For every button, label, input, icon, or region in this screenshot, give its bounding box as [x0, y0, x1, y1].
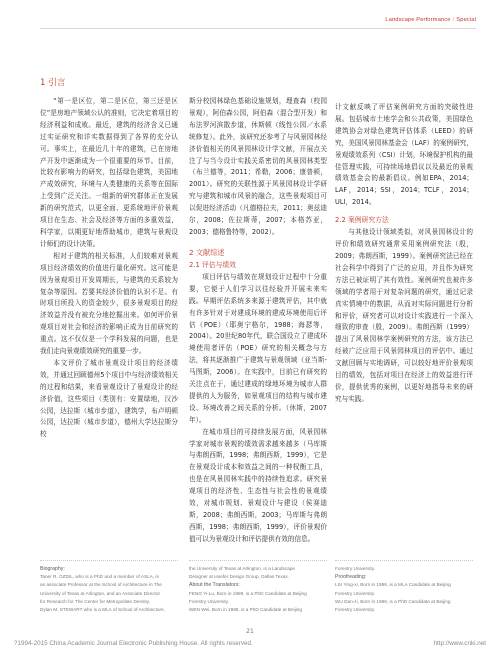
column-2 [189, 96, 327, 546]
bio-line: FENG Yi-Lu, Born in 1989, is a PhD Candidate at Beijing [189, 590, 307, 596]
paragraph: “第一是区位，第二是区位，第三还是区位”是房地产领域公认的准则，它决定着项目的经济利益和成败。最近，建筑的经济含义已通过实证研究和详实数据得到了各界的充分认可。事实上，在最近几十年的建筑，已在房地产开发中逐渐成为一个很重要的环节。目前，比较有影响力的研究，包括绿色建筑，美国地产成效研究，环境与人类健康的关系等在国际上受到广泛关注。一组新的研究群体正在发展新的研究范式，以更全面、更系统地评价景观项目在生态、社会及经济等方面的多重效益，科学家，以期更好地帮助城市，建筑与景观设计师们的设计决策。 [40, 97, 178, 248]
bio-divider [40, 560, 178, 561]
bio-line: Forestry University. [335, 590, 376, 596]
copyright-notice: ?1994-2015 China Academic Journal Electronic Publishing House. All rights reserved. [14, 640, 253, 647]
bio-line: WEN Wei, Born in 1988, is a PhD Candidate at Beijing [189, 607, 302, 613]
bio-line: Forestry University. [335, 607, 376, 613]
bio-line: Designer at Hoefer Design Group, Dallas Texas. [189, 574, 289, 580]
bio-line: LIU Ying-xi, Born in 1988, is a MLA Candidate at Beijing [335, 582, 451, 588]
paragraph: 斯分校园林绿色基础设施规划，理查森（校园景观），阿伯森公园，阿伯森（混合型开发）和布法罗河滨散步道，休斯顿（线性公园／水系统修复）。此外，该研究还参考了与风景园林经济价值相关的风景园林设计学文献，开展点关注了与当今设计实践关系密切的风景园林类型（布兰德等，2011；希勒，2006；康普顿，2001）。研究的关联性源于风景园林设计学研究与建筑和城市风景的融合，这些景观项目可以促进经济活动（凡德格拉夫，2011；奥兹迪尔，2008；佐拉斯蒂，2007；本格苏亚，2003；德格鲁特等，2002）。 [189, 97, 327, 236]
copyright-footer [14, 640, 486, 647]
bio-line: University of Texas at Arlington, and an Associate Director [40, 590, 161, 596]
journal-name: Landscape Performance [385, 17, 451, 23]
bio-divider [335, 560, 473, 561]
bio-line: WU Dan-zi, Born in 1988, is a PhD Candidate at Beijing [335, 598, 451, 604]
header-separator: / [452, 17, 455, 23]
header-rule [40, 28, 476, 29]
column-1 [40, 96, 178, 441]
bio-line: Forestry University. [189, 598, 230, 604]
paragraph: 项目评估与绩效在规划设计过程中十分重要，它便于人们学习以往经验并开展未来实践。早期评估系统多来源于建筑评估，其中就有许多针对于对建成环境的建成环境使用后评估（POE）（耶奥宁格尔，1988；海瑟等，2004）。20世纪80年代，联合国设立了建成环境使用者评估（POE）研究的相关概念与方法，将其逐渐推广于建筑与景观领域（亚当斯-马图斯，2006）。在实践中，目前已有研究的关注点在于，通过建成的绿地环境为城市人群提供的人为服务，如景观项目的结构与城市建设、环境改善之间关系的分析。（休斯，2007年）。 [189, 272, 327, 424]
bio-line: Dylan M. STEWART who is a MLA of School of Architecture, [40, 607, 165, 613]
bio-line: Taner R. OZDIL, who is a PhD and a member of ASLA, is [40, 574, 159, 580]
subsection-2-2-heading: 2.2 案例研究方法 [335, 216, 389, 225]
column-3 [335, 102, 473, 406]
bio-line: Forestry University. [335, 566, 376, 571]
paragraph: 本文评价了城市景观设计项目的经济绩效，并通过回顾德州5个项目中与经济绩效相关的过程和结果，来看景观设计了景观设计的经济价值，这些项目（类别有：安置绿地，汉沙公园，达拉斯（城市步道），建筑学，布卢明顿公园，达拉斯（城市步道），德州大学达拉斯分校 [40, 358, 178, 439]
section-2-heading: 2 文献综述 [189, 247, 225, 257]
translators-title: About the Translators: [189, 582, 240, 589]
paragraph: 计文献反映了评估案例研究方面的突破性进展。包括城市土地学会和公共政策，美国绿色建筑协会对绿色建筑评估体系（LEED）的研究，美国风景园林基金会（LAF）的案例研究，景观绩效系列（CSI）计划，环境保护机构的最佳管理实践，可持续场地倡议以及最近的景观绩效基金会的最新倡议。例如EPA，2014；LAF，2014；SSI，2014；TCLF，2014；ULI，2014。 [335, 103, 473, 207]
proofreading-info [335, 565, 475, 614]
section-1-heading: 1 引言 [40, 78, 66, 88]
proofreading-title: Proofreading: [335, 574, 367, 581]
bio-line: for Research for The Center for Metropolitan Density. [40, 598, 151, 604]
bio-line: the University of Texas at Arlington, is a Landscape [189, 566, 295, 571]
paragraph: 相对于建筑的相关标准，人们较难对景观项目经济绩效的价值进行量化研究。这可能是因为景观项目开发周期长，与建筑的关系较为复杂等原因。若要其经济价值的认识不足。有时项目所投入的资金较少，很多景观项目的经济效益并没有被充分地挖掘出来。如何评价景观项目对社会和经济的影响正成为目前研究的重点。这不仅仅是一个学科发展的问题，也是我们走向景观绩效研究的重要一步。 [40, 251, 178, 356]
section-name: Special [456, 17, 476, 23]
page-number: 21 [246, 628, 254, 635]
paragraph: 与其他设计领域类似，对风景园林设计的评价和绩效研究通常采用案例研究法（殷，2009；弗朗西斯，1999）。案例研究法已经在社会科学中得到了广泛的应用，并且作为研究方法已被证明了其有效性。案例研究也被许多领域的学者用于对复杂问题的研究，通过记录真实情境中的数据，从而对实际问题进行分析和评价，研究者可以对设计实践进行一个深入细致的审查（殷，2009）。弗朗西斯（1999）提出了风景园林学案例研究的方法，该方法已经被广泛应用于风景园林项目的评估中。通过文献回顾与实地调研，可以较好地评价景观项目的绩效，包括对项目在经济上的效益进行评价，提供优秀的案例，以更好地指导未来的研究与实践。 [335, 228, 473, 403]
translator-info [189, 565, 329, 614]
bio-title: Biography: [40, 566, 65, 572]
bio-divider [189, 560, 327, 561]
cnki-link[interactable]: http://www.cnki.net [433, 640, 486, 647]
running-header [385, 17, 476, 23]
paragraph: 在城市项目的可持续发展方面，风景园林学家对城市景观的绩效需求越来越多（马库斯与弗朗西斯，1998；弗朗西斯，1999），它是在景观设计成本和效益之间的一种权衡工具，也是在风景园林实践中的持续性追求。研究景观项目的经济性、生态性与社会性的景观绩效，对城市规划、景观设计与建设（侯赛迪斯，2008；弗朗西斯，2003；马库斯与弗朗西斯，1998；弗朗西斯，1999），评价景观价值可以为景观设计和评估提供有效的信息。 [189, 427, 327, 543]
author-biography [40, 565, 180, 614]
bio-line: an associate Professor at the School of Architecture in The [40, 582, 162, 588]
subsection-2-1-heading: 2.1 评估与绩效 [189, 260, 236, 269]
